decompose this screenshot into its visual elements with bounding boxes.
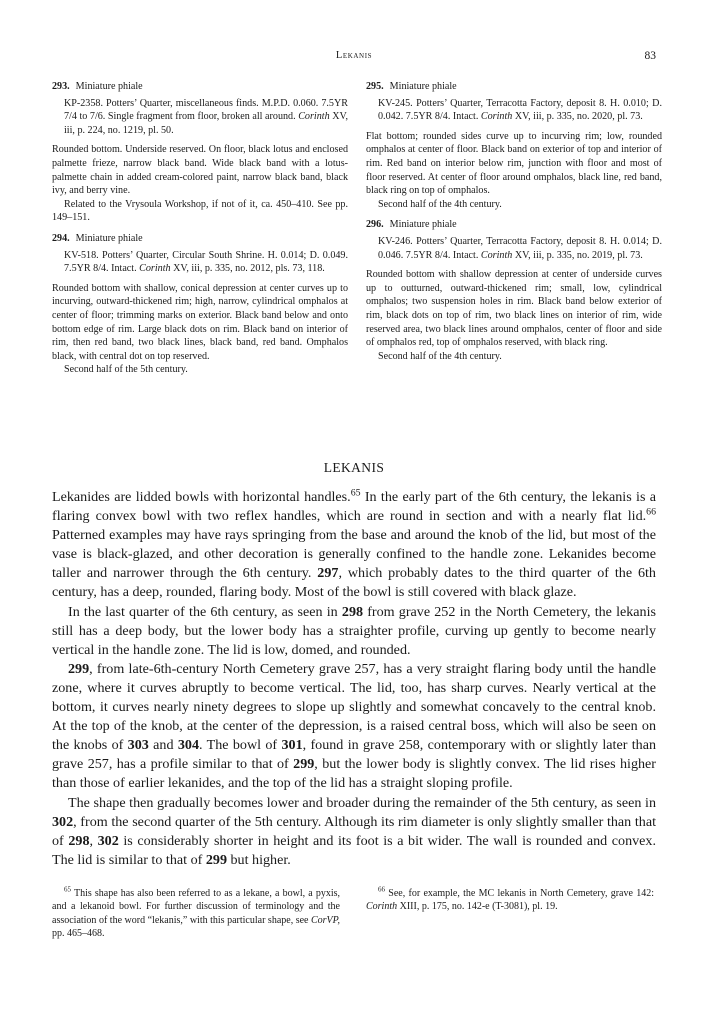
page-number: 83 [644,50,656,62]
entry-heading [366,80,662,94]
section-heading: LEKANIS [323,460,385,475]
footnote-66: $^{66}$ See, for example, the MC lekanis in North Cemetery, grave 142: Corinth XIII, p. 175, no. 142-e (T-3081), pl. 19. [366,885,654,913]
entry-catalog-info: KV-518. Potters’ Quarter, Circular South Shrine. H. 0.014; D. 0.049. 7.5YR 8/4. Intact. Corinth XV, iii, p. 335, no. 2012, pls. 73, 118. [64,249,348,275]
body-paragraph: In the last quarter of the 6th century, as seen in 298 from grave 252 in the North Cemetery, the lekanis still has a deep body, but the lower body has a straighter profile, curving up gently to become nearly vertical in the handle zone. The lid is low, domed, and rounded. [52,603,657,658]
body-text [52,488,656,870]
entry-description: Rounded bottom with shallow, conical depression at center curves up to incurving, outward-thickened rim; high, narrow, cylindrical omphalos at center of floor; trimming marks on exterior. Black band below and onto bottom edge of rim. Large black dots on rim. Black band on interior of rim, then red band, two black lines, black band, red band. Omphalos black, with central dot on top reserved. [52,282,348,362]
catalog-column-left [52,80,348,384]
entry-description: Rounded bottom. Underside reserved. On floor, black lotus and enclosed palmette frieze, narrow black band. Wide black band with a lotus-palmette chain in added cream-colored paint, narrow black band, black ivy, and berry vine. [52,144,348,197]
entry-title: Miniature phiale [389,219,457,231]
entry-number: 294. [52,232,70,244]
entry-number: 293. [52,81,70,92]
entry-catalog-info: KV-245. Potters’ Quarter, Terracotta Factory, deposit 8. H. 0.010; D. 0.042. 7.5YR 8/4. Intact. Corinth XV, iii, p. 335, no. 2020, pl. 73. [378,97,662,123]
entry-heading [52,80,348,94]
body-paragraph: 299, from late-6th-century North Cemetery grave 257, has a very straight flaring body until the handle zone, where it curves abruptly to become vertical. The lid, too, has sharp curves. Nearly vertical at the bottom, it curves nearly ninety degrees to slope up slightly and somewhat concavely to the central knob. At the top of the knob, at the center of the depression, is a raised central boss, which will also be seen on the knobs of 303 and 304. The bowl of 301, found in grave 258, contemporary with or slightly later than grave 257, has a profile similar to that of 299, but the lower body is slightly convex. The lid rises higher than those of earlier lekanides, and the top of the lid has a straight sloping profile. [52,660,657,792]
entry-number: 295. [366,81,384,92]
body-paragraph: The shape then gradually becomes lower and broader during the remainder of the 5th century, as seen in 302, from the second quarter of the 5th century. Although its rim diameter is only slightly smaller than that of 298, 302 is considerably shorter in height and its foot is a bit wider. The wall is rounded and convex. The lid is similar to that of 299 but higher. [52,794,657,868]
entry-description: Related to the Vrysoula Workshop, if not of it, ca. 450–410. See pp. 149–151. [52,198,348,224]
entry-date: Second half of the 4th century. [378,350,502,362]
catalog-entry [366,218,662,363]
entry-description: Flat bottom; rounded sides curve up to incurving rim; low, rounded omphalos at center of floor. Black band on exterior of top and interior of rim. Red band on interior below rim, junction with floor and most of floor reserved. At center of floor around omphalos, black line, red band, black ring on top of omphalos. [366,130,662,197]
entry-description: Rounded bottom with shallow depression at center of underside curves up to outturned, outward-thickened rim; small, low, cylindrical omphalos; two suspension holes in rim. Black band below exterior of rim, black dots on top of rim, two black lines on interior of rim, wide reserved area, two black lines around omphalos, center of floor and side of omphalos red, top of omphalos reserved, with black ring. [366,269,662,349]
entry-heading [52,232,348,246]
catalog-entry [52,80,348,225]
entry-date: Second half of the 5th century. [64,364,188,376]
entry-heading [366,218,662,232]
body-paragraph: Lekanides are lidded bowls with horizontal handles.$^{65}$ In the early part of the 6th century, the lekanis is a flaring convex bowl with two reflex handles, which are round in section and with a nearly flat lid.$^{66}$ Patterned examples may have rays springing from the base and around the knob of the lid, but most of the vase is black-glazed, and other decoration is generally confined to the handle zone. Lekanides become taller and narrower through the 6th century. 297, which probably dates to the third quarter of the 6th century, has a deep, rounded, flaring body. Most of the bowl is still covered with black glaze. [52,487,656,601]
running-title: Lekanis [335,50,373,61]
entry-title: Miniature phiale [75,232,143,244]
catalog-entry [52,232,348,377]
entry-number: 296. [366,219,384,231]
page-header [52,50,656,66]
footnote-65: $^{65}$ This shape has also been referred to as a lekane, a bowl, a pyxis, and a lekanoid bowl. For further discussion of terminology and the association of the word “lekanis,” with this particular shape, see CorVP, pp. 465–468. [52,885,340,940]
entry-date: Second half of the 4th century. [378,198,502,210]
catalog-column-right [366,80,662,370]
catalog-entry [366,80,662,211]
entry-catalog-info: KP-2358. Potters’ Quarter, miscellaneous finds. M.P.D. 0.060. 7.5YR 7/4 to 7/6. Single fragment from floor, broken all around. Corinth XV, iii, p. 224, no. 1219, pl. 50. [64,97,349,136]
entry-title: Miniature phiale [389,81,457,92]
entry-catalog-info: KV-246. Potters’ Quarter, Terracotta Factory, deposit 8. H. 0.014; D. 0.046. 7.5YR 8/4. Intact. Corinth XV, iii, p. 335, no. 2019, pl. 73. [378,235,662,261]
entry-title: Miniature phiale [75,81,143,92]
